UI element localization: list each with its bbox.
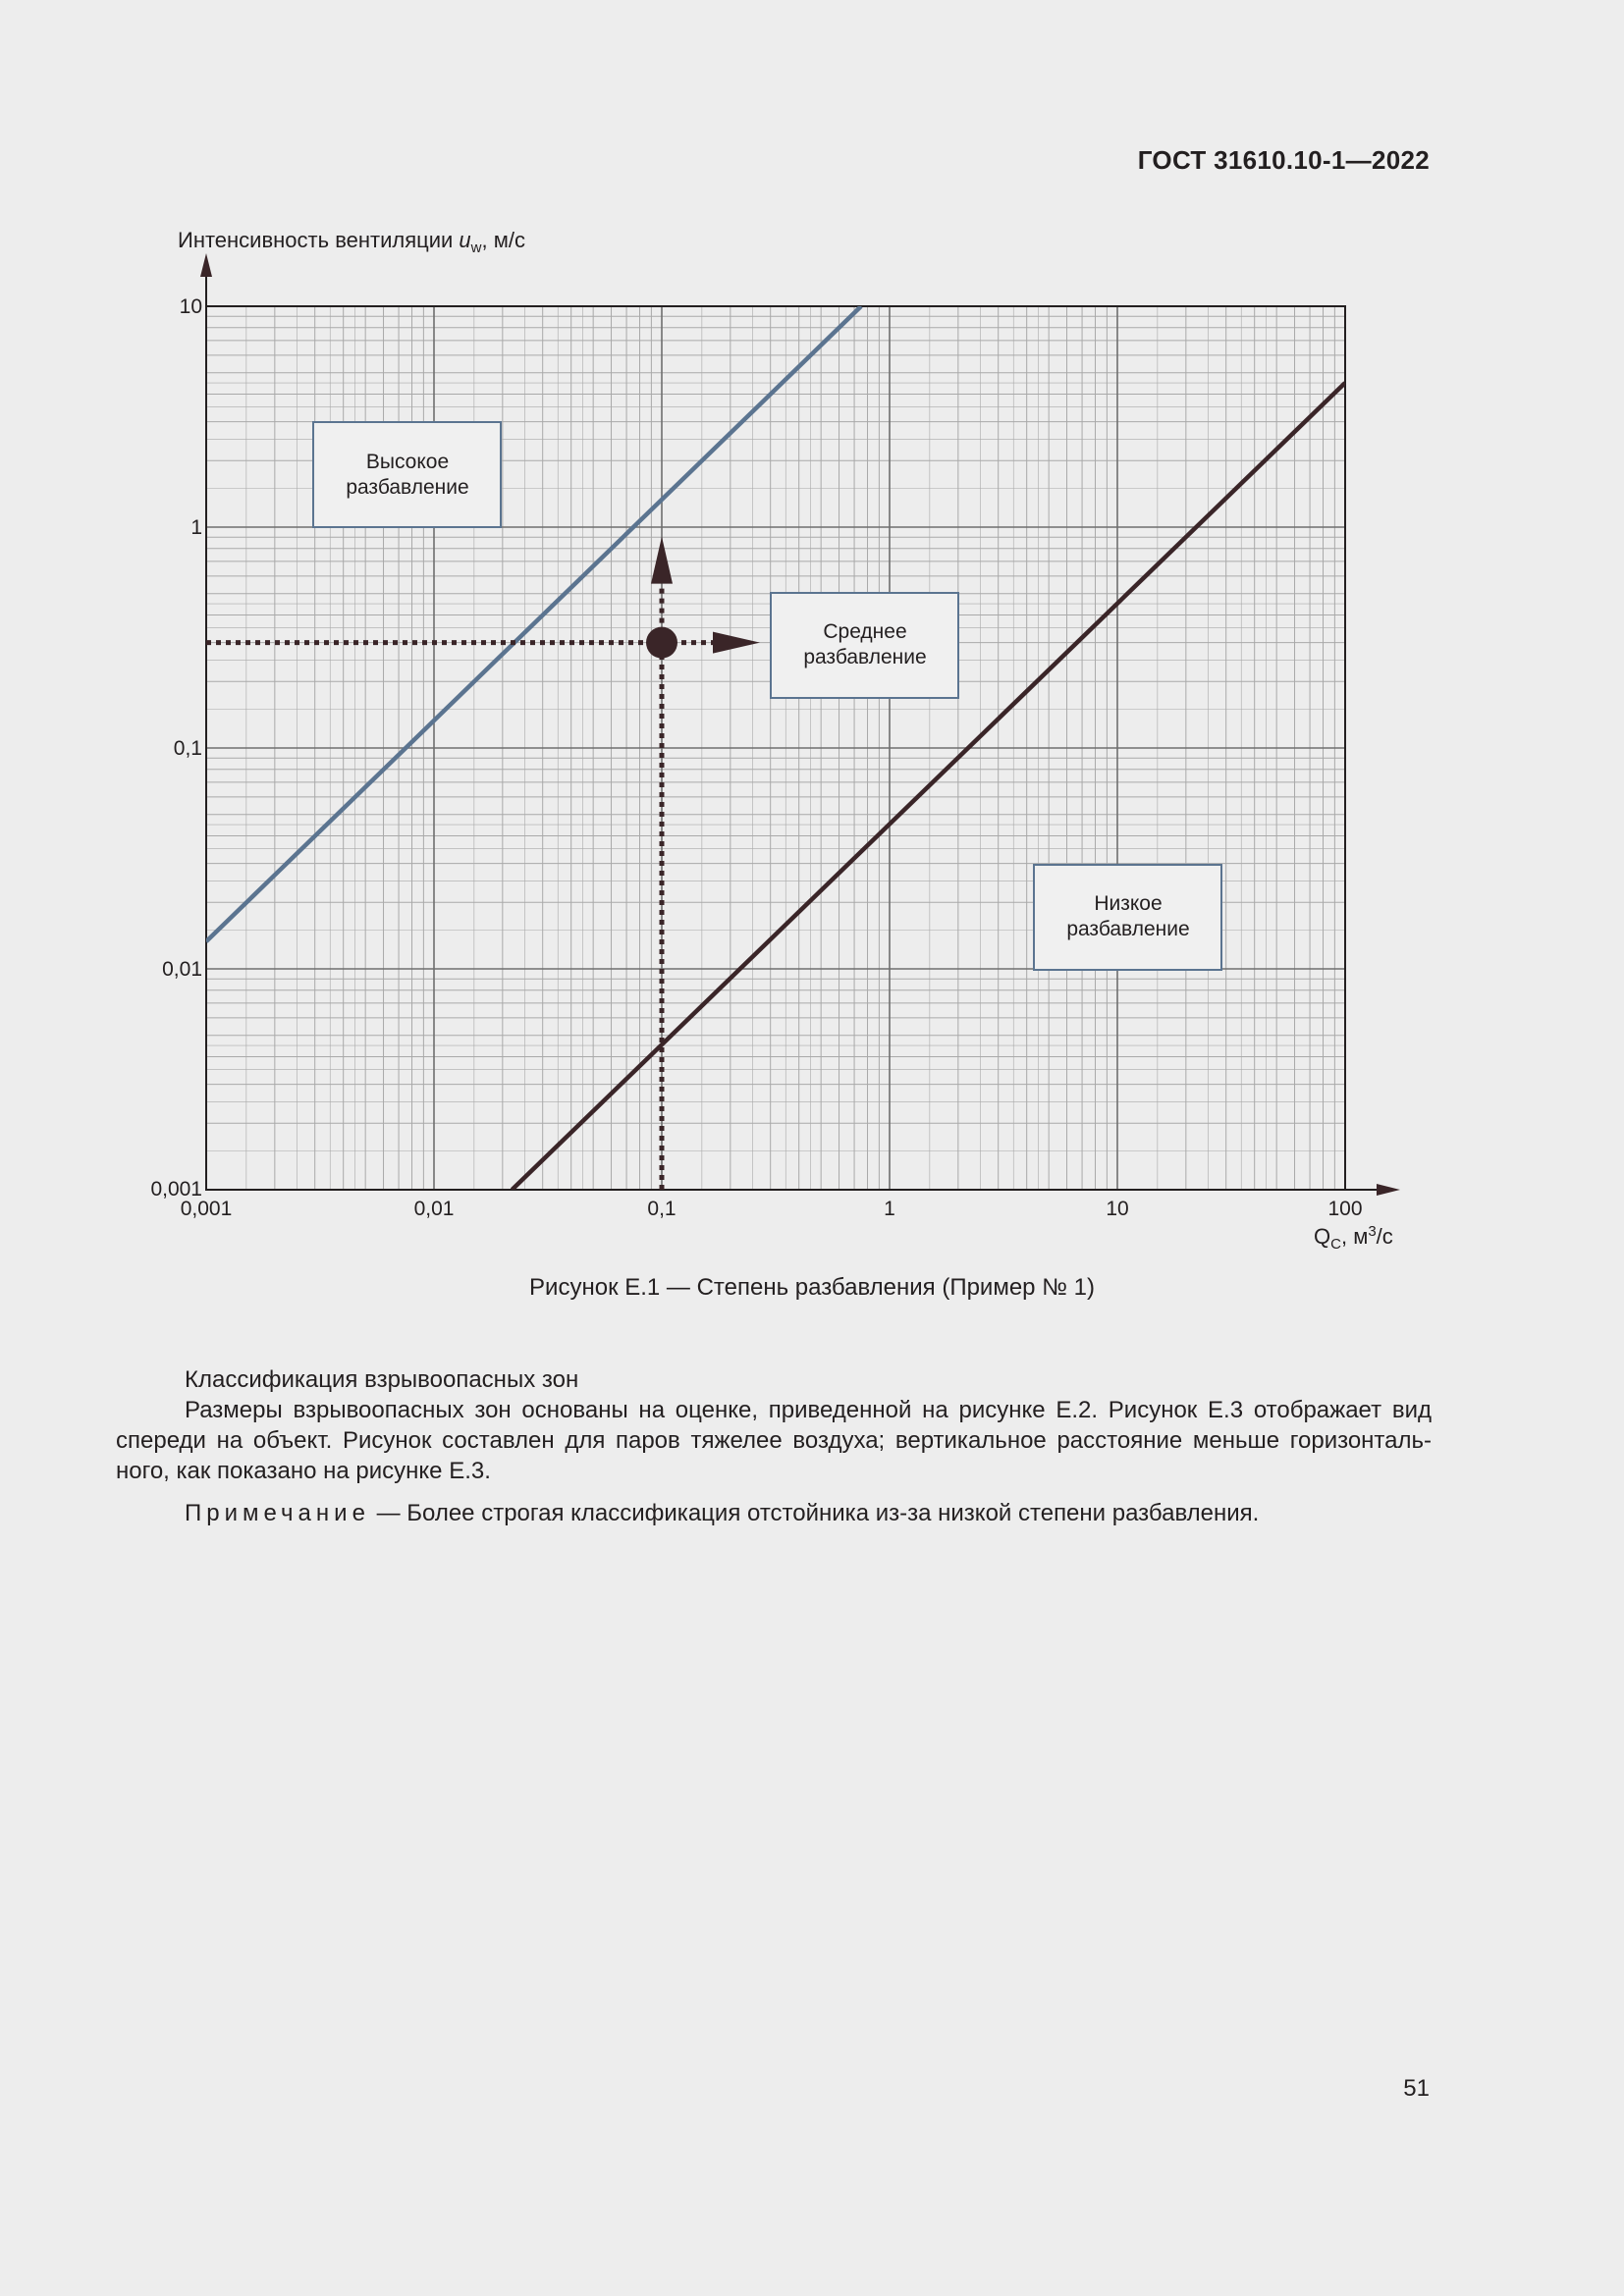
- region-medium-line1: Среднее: [823, 620, 907, 643]
- y-axis-arrowhead: [200, 253, 212, 277]
- region-medium-line2: разбавление: [803, 646, 927, 668]
- figure-caption: Рисунок Е.1 — Степень разбавления (Пример № 1): [529, 1274, 1095, 1301]
- arrow-right-head: [713, 632, 760, 654]
- region-high-line2: разбавление: [346, 476, 469, 499]
- body-paragraph: Размеры взрывоопасных зон основаны на оценке, приведенной на рисунке Е.2. Рисунок Е.3 отображает вид спереди на объект. Рисунок составлен для паров тяжелее воздуха; вертикальное расстояние меньше горизонталь-ного, как показано на рисунке Е.3.: [116, 1397, 1432, 1484]
- y-axis-title: Интенсивность вентиляции $u_w$, м/с: [178, 228, 525, 256]
- y-tick-label: 1: [190, 516, 202, 539]
- page-number: 51: [1403, 2075, 1430, 2102]
- y-tick-label: 0,001: [150, 1178, 202, 1201]
- x-tick-label: 0,01: [413, 1198, 455, 1220]
- y-tick-label: 10: [179, 295, 202, 318]
- series-line-boundary-high-medium: [206, 306, 861, 941]
- region-high-line1: Высокое: [365, 451, 450, 473]
- region-low-line2: разбавление: [1066, 918, 1190, 940]
- y-tick-labels: [150, 295, 202, 1201]
- note-text: — Более строгая классификация отстойника из-за низкой степени разбавления.: [369, 1500, 1260, 1526]
- x-axis-arrowhead: [1377, 1184, 1400, 1196]
- x-axis-title: $Q_C$, $м^3/с$: [1314, 1223, 1393, 1253]
- example-point-marker: [646, 627, 677, 659]
- note: [116, 1498, 1432, 1528]
- region-low-line1: Низкое: [1094, 892, 1163, 915]
- arrow-up-head: [651, 537, 673, 584]
- x-tick-label: 10: [1106, 1198, 1129, 1220]
- x-tick-label: 1: [884, 1198, 895, 1220]
- region-high-box: [313, 422, 501, 527]
- y-tick-label: 0,1: [173, 737, 202, 760]
- note-label: Примечание: [185, 1500, 370, 1526]
- series-line-boundary-medium-low: [512, 383, 1345, 1190]
- y-tick-label: 0,01: [162, 958, 202, 981]
- document-header: ГОСТ 31610.10-1—2022: [1137, 145, 1430, 175]
- section-heading: Классификация взрывоопасных зон: [185, 1366, 579, 1393]
- x-tick-label: 100: [1327, 1198, 1363, 1220]
- x-tick-label: 0,1: [647, 1198, 677, 1220]
- x-tick-label: 0,001: [180, 1198, 233, 1220]
- body-section: [116, 1364, 1432, 1528]
- x-tick-labels: [181, 1198, 1363, 1220]
